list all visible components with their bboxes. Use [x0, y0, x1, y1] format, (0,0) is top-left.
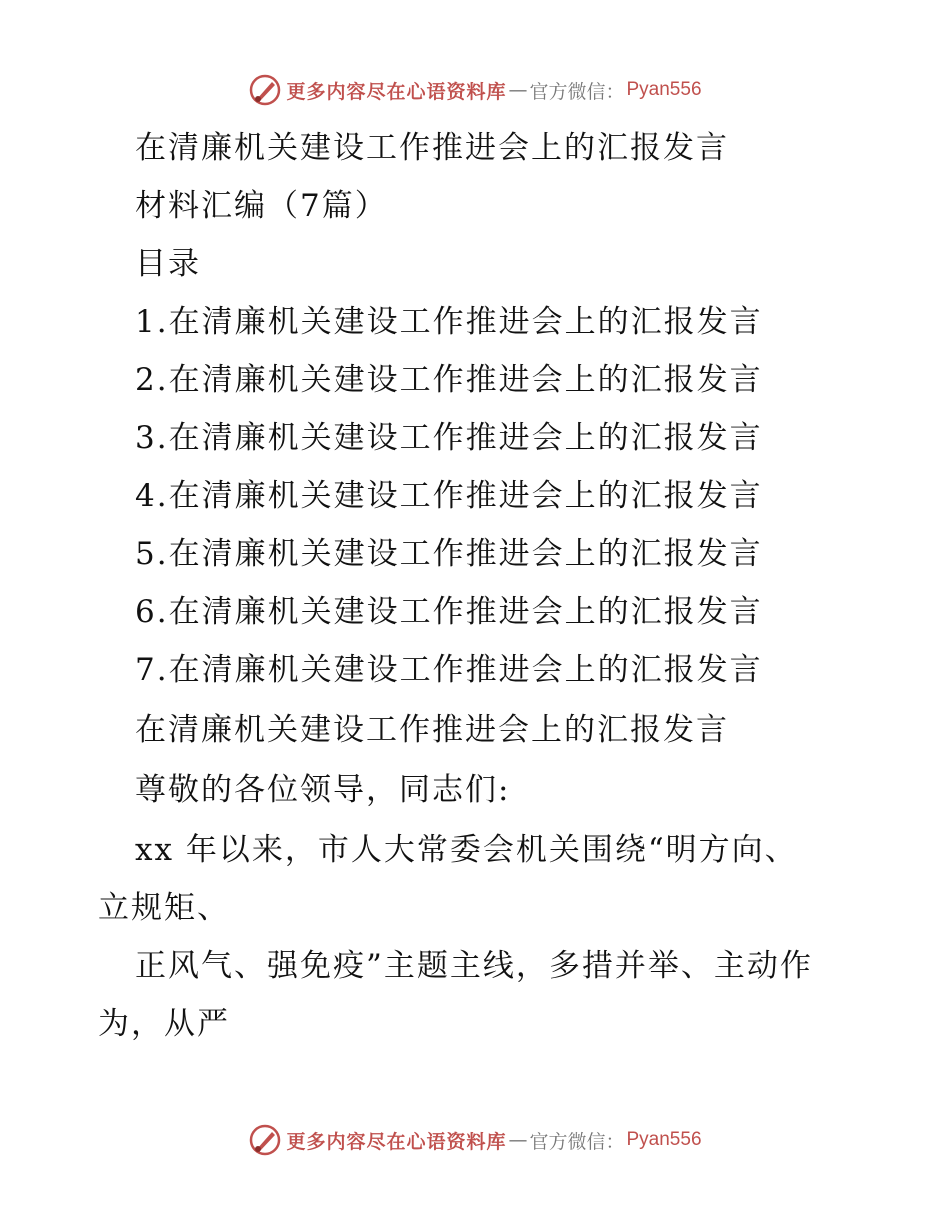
quill-ink-icon [248, 73, 282, 107]
salutation: 尊敬的各位领导，同志们: [135, 772, 511, 808]
banner-separator: — [508, 79, 528, 101]
document-title-line1: 在清廉机关建设工作推进会上的汇报发言 [135, 130, 729, 166]
document-title-line2: 材料汇编（7篇） [135, 188, 388, 224]
footer-watermark-banner [0, 1120, 950, 1160]
banner-brand-text: 更多内容尽在心语资料库 [286, 1130, 507, 1153]
body-paragraph-line: 正风气、强免疫”主题主线，多措并举、主动作 [135, 948, 813, 984]
toc-item: 6.在清廉机关建设工作推进会上的汇报发言 [135, 594, 763, 630]
toc-item: 2.在清廉机关建设工作推进会上的汇报发言 [135, 362, 763, 398]
body-paragraph-line: xx 年以来，市人大常委会机关围绕“明方向、 [135, 832, 798, 868]
header-watermark-banner [0, 70, 950, 110]
section-title: 在清廉机关建设工作推进会上的汇报发言 [135, 712, 729, 748]
banner-wechat-label: 官方微信： [529, 1130, 625, 1153]
banner-wechat-label: 官方微信： [529, 80, 625, 103]
banner-separator: — [508, 1129, 528, 1151]
banner-wechat-id: Pyan556 [626, 1129, 702, 1150]
toc-item: 1.在清廉机关建设工作推进会上的汇报发言 [135, 304, 763, 340]
toc-heading: 目录 [135, 246, 201, 282]
toc-item: 3.在清廉机关建设工作推进会上的汇报发言 [135, 420, 763, 456]
body-paragraph-line: 立规矩、 [98, 890, 230, 926]
quill-ink-icon [248, 1123, 282, 1157]
toc-item: 4.在清廉机关建设工作推进会上的汇报发言 [135, 478, 763, 514]
toc-item: 5.在清廉机关建设工作推进会上的汇报发言 [135, 536, 763, 572]
banner-wechat-id: Pyan556 [626, 79, 702, 100]
banner-brand-text: 更多内容尽在心语资料库 [286, 80, 507, 103]
body-paragraph-line: 为，从严 [98, 1006, 230, 1042]
toc-item: 7.在清廉机关建设工作推进会上的汇报发言 [135, 652, 763, 688]
